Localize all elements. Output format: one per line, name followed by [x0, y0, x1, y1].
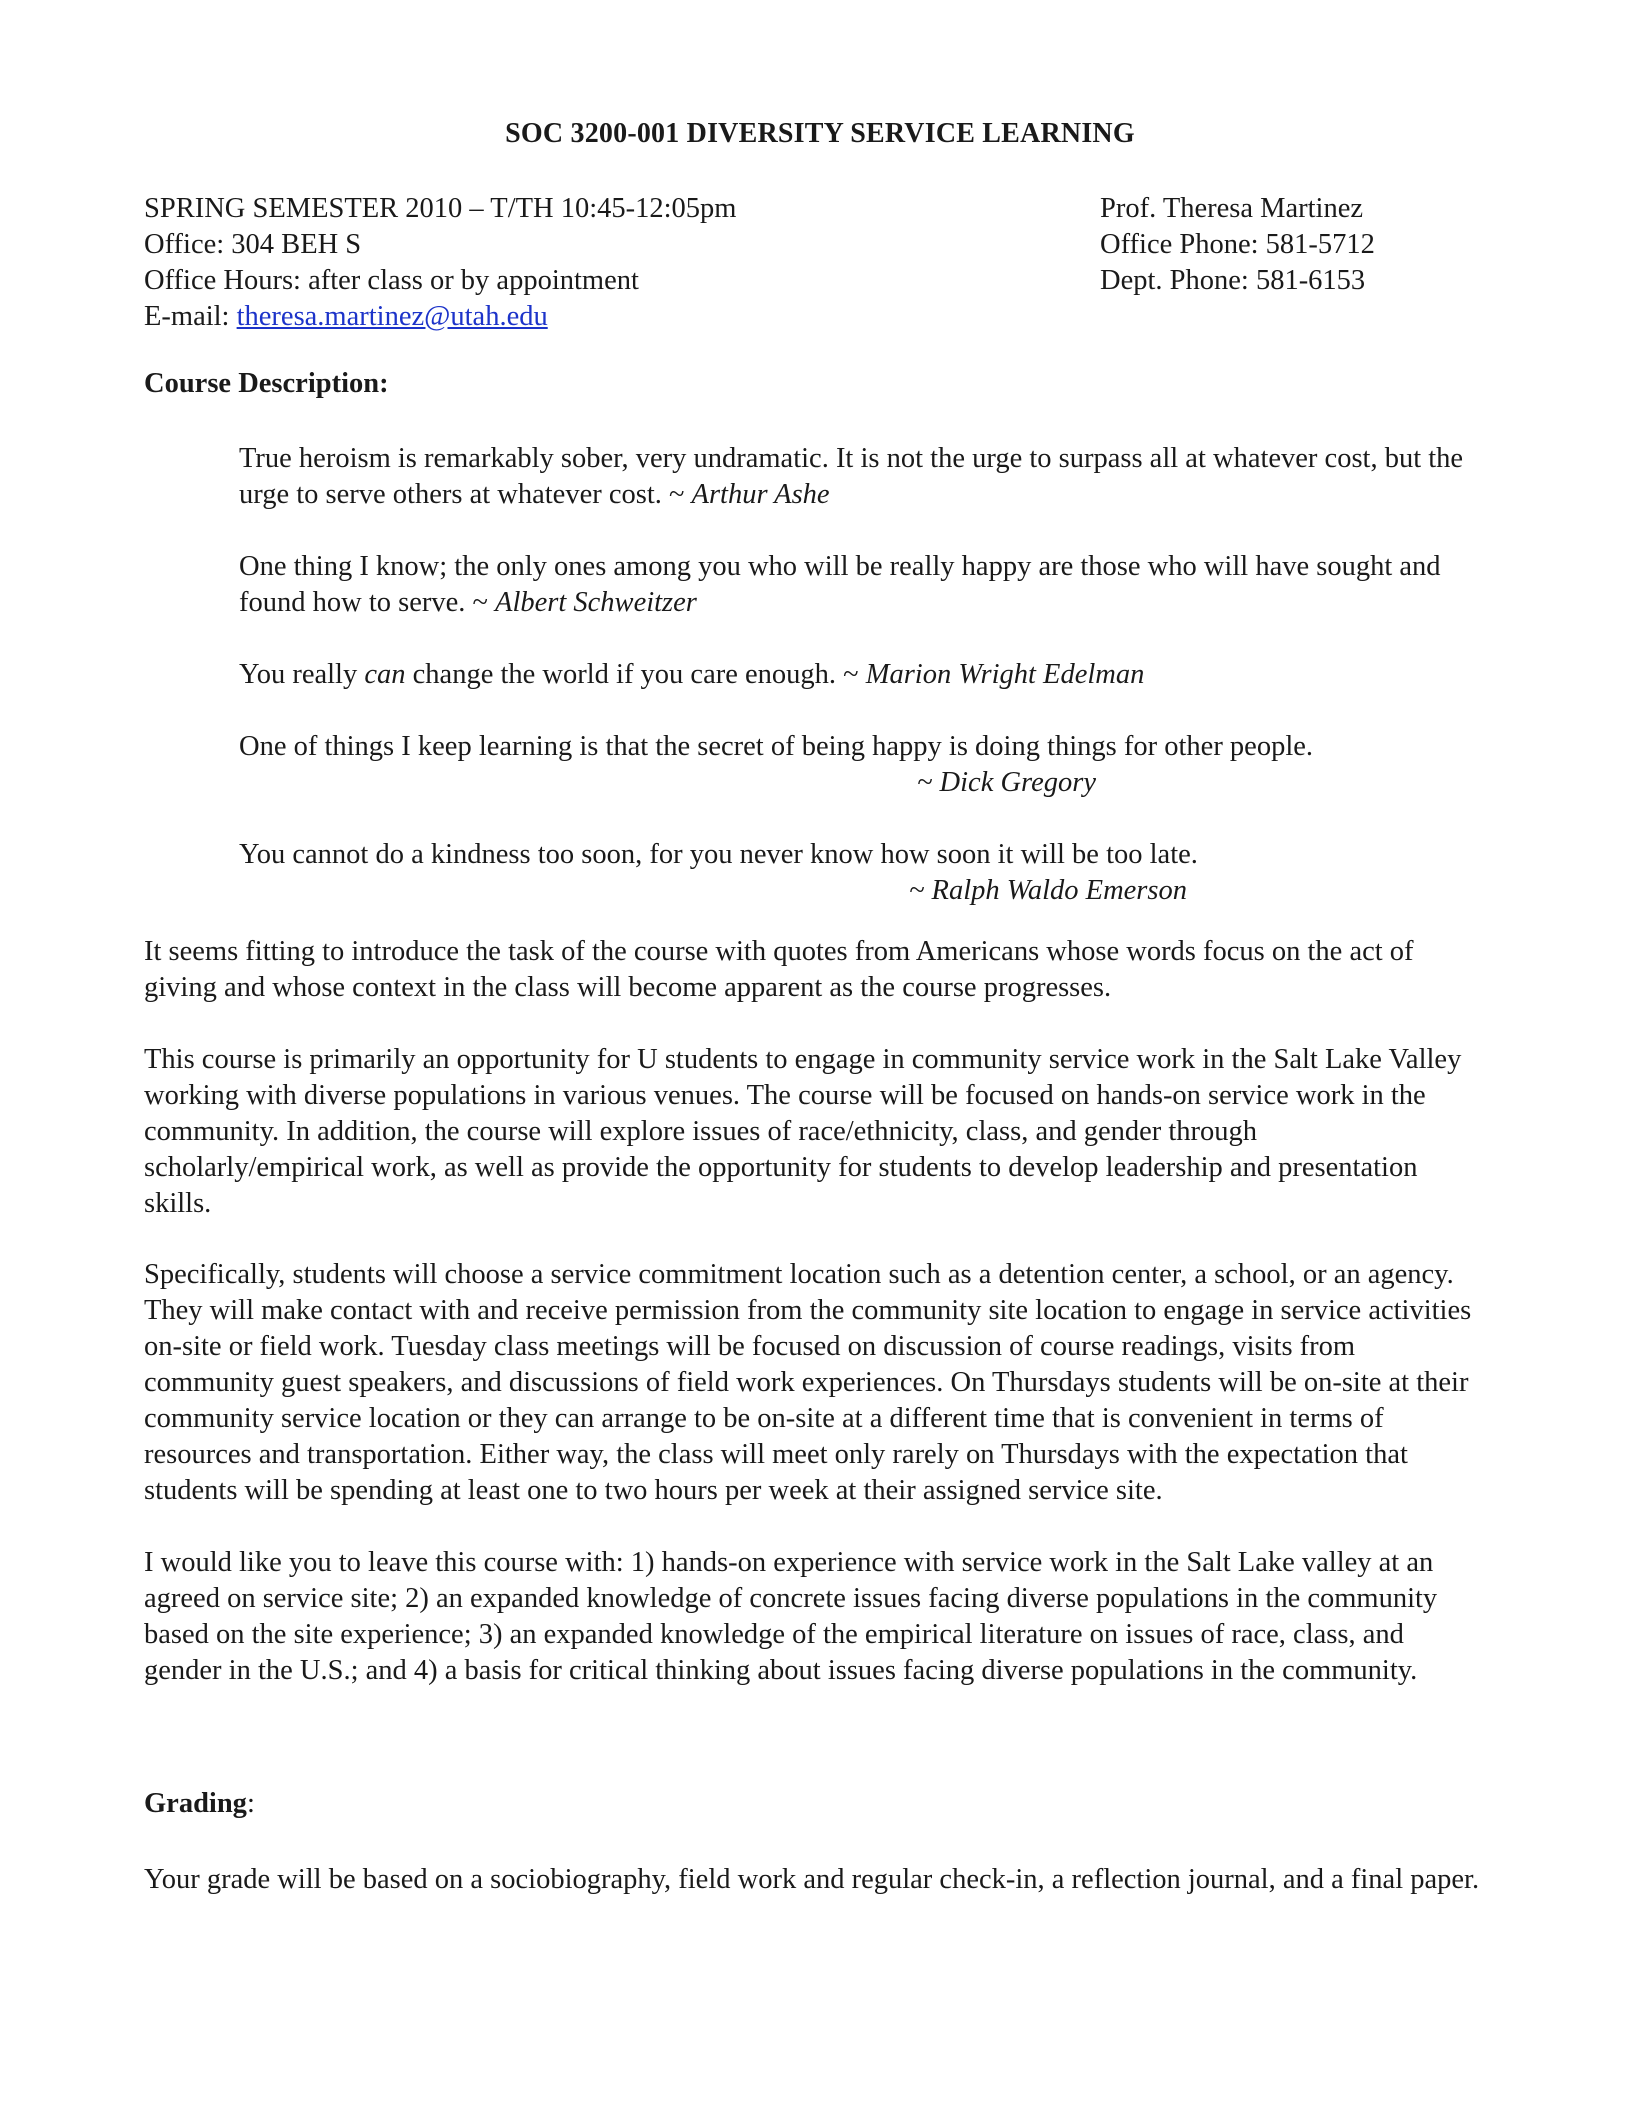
grading-colon: : — [246, 1788, 255, 1819]
quote-emphasis: can — [364, 659, 406, 690]
quote-text: True heroism is remarkably sober, very undramatic. It is not the urge to surpass all at whatever cost, but the urge to serve others at whatever cost. ~ — [239, 443, 1464, 510]
quote-gregory — [239, 729, 1499, 801]
grading-heading-text: Grading — [144, 1788, 247, 1819]
quote-text-after: change the world if you care enough. ~ — [405, 659, 866, 690]
quote-attribution: ~ Ralph Waldo Emerson — [909, 875, 1187, 906]
email-link[interactable]: theresa.martinez@utah.edu — [236, 301, 548, 332]
quote-emerson — [239, 837, 1499, 909]
email-line — [144, 299, 736, 335]
quote-ashe — [239, 441, 1499, 513]
professor-name: Prof. Theresa Martinez — [1100, 193, 1363, 224]
paragraph-overview: This course is primarily an opportunity for U students to engage in community service work in the Salt Lake Valley working with diverse populations in various venues. The course will be focused on hands-on service work in the community. In addition, the course will explore issues of race/ethnicity, class, and gender through scholarly/empirical work, as well as provide the opportunity for students to develop leadership and presentation skills. — [144, 1043, 1462, 1219]
grading-heading — [144, 1788, 255, 1820]
quote-author: Marion Wright Edelman — [865, 659, 1145, 690]
semester-line: SPRING SEMESTER 2010 – T/TH 10:45-12:05pm — [144, 193, 737, 224]
course-title: SOC 3200-001 DIVERSITY SERVICE LEARNING — [505, 118, 1135, 149]
header-right-block — [1100, 191, 1375, 299]
quote-text: One thing I know; the only ones among you who will be really happy are those who will have sought and found how to serve. ~ — [239, 551, 1441, 618]
grading-paragraph: Your grade will be based on a sociobiography, field work and regular check-in, a reflection journal, and a final paper. — [144, 1864, 1480, 1895]
quote-attribution: ~ Dick Gregory — [917, 767, 1096, 798]
quote-text-before: You really — [239, 659, 365, 690]
quotes-block — [239, 441, 1499, 945]
paragraph-intro: It seems fitting to introduce the task of the course with quotes from Americans whose words focus on the act of giving and whose context in the class will become apparent as the course progresses. — [144, 936, 1414, 1003]
header-left-block — [144, 191, 736, 335]
course-description-heading: Course Description: — [144, 368, 389, 399]
quote-author: Albert Schweitzer — [495, 587, 697, 618]
paragraph-specifics: Specifically, students will choose a service commitment location such as a detention center, a school, or an agency. They will make contact with and receive permission from the community site location to engage in service activities on-site or field work. Tuesday class meetings will be focused on discussion of course readings, visits from community guest speakers, and discussions of field work experiences. On Thursdays students will be on-site at their community service location or they can arrange to be on-site at a different time that is convenient in terms of resources and transportation. Either way, the class will meet only rarely on Thursdays with the expectation that students will be spending at least one to two hours per week at their assigned service site. — [144, 1259, 1472, 1506]
office-line: Office: 304 BEH S — [144, 229, 362, 260]
email-label: E-mail: — [144, 301, 237, 332]
paragraph-goals: I would like you to leave this course with: 1) hands-on experience with service work in the Salt Lake valley at an agreed on service site; 2) an expanded knowledge of concrete issues facing diverse populations in the community based on the site experience; 3) an expanded knowledge of the empirical literature on issues of race, class, and gender in the U.S.; and 4) a basis for critical thinking about issues facing diverse populations in the community. — [144, 1546, 1438, 1686]
body-paragraphs — [144, 934, 1484, 1724]
quote-edelman — [239, 657, 1499, 693]
quote-schweitzer — [239, 549, 1499, 621]
office-phone-line: Office Phone: 581-5712 — [1100, 229, 1375, 260]
quote-text: One of things I keep learning is that the secret of being happy is doing things for other people. — [239, 731, 1314, 762]
office-hours-line: Office Hours: after class or by appointment — [144, 265, 639, 296]
quote-text: You cannot do a kindness too soon, for you never know how soon it will be too late. — [239, 839, 1198, 870]
dept-phone-line: Dept. Phone: 581-6153 — [1100, 265, 1366, 296]
quote-author: Arthur Ashe — [691, 479, 830, 510]
